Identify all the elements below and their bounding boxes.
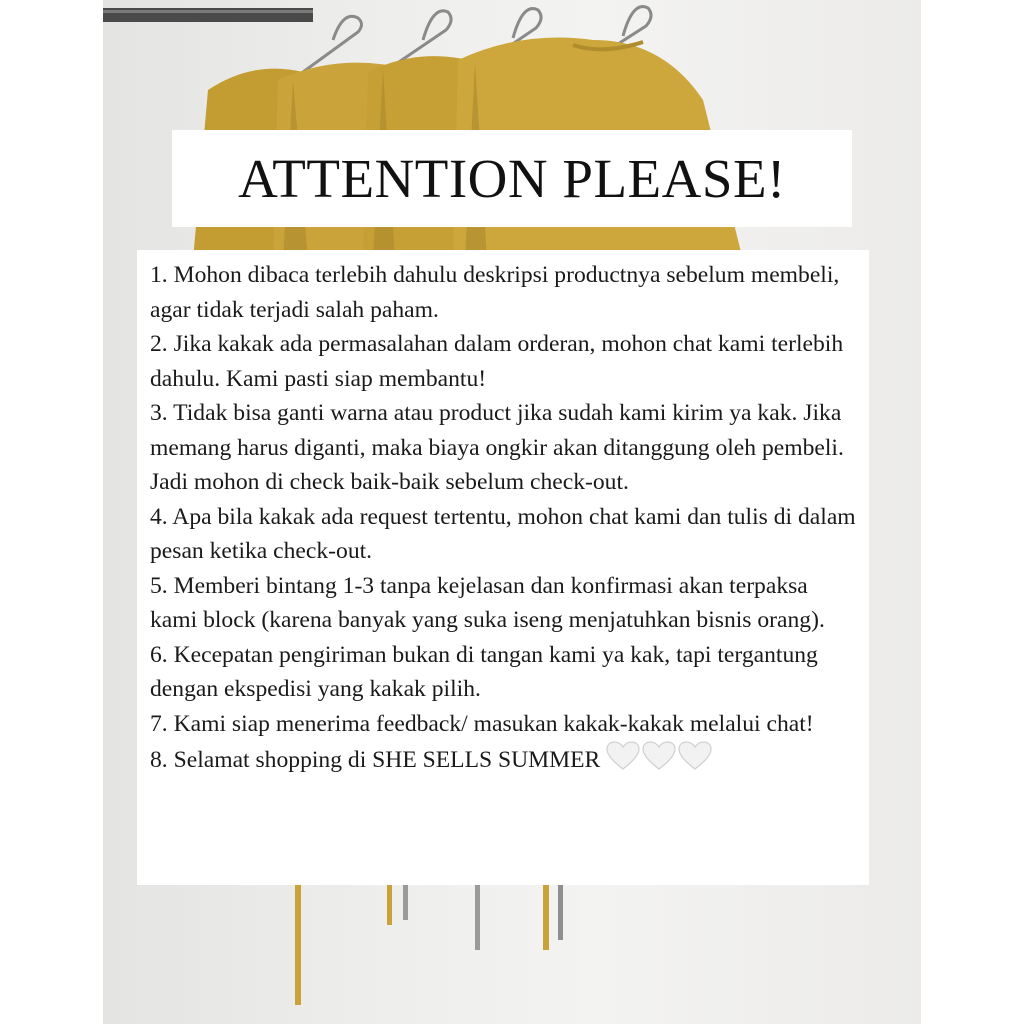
title-banner [172, 130, 852, 227]
white-heart-icon [642, 741, 676, 771]
rule-item-1: 1. Mohon dibaca terlebih dahulu deskripsi productnya sebelum membeli, agar tidak terjadi salah paham. [150, 262, 840, 323]
tie-strap-2 [387, 885, 392, 925]
hearts-emoji-group [606, 741, 712, 771]
white-heart-icon [606, 741, 640, 771]
rule-item-3: 3. Tidak bisa ganti warna atau product jika sudah kami kirim ya kak. Jika memang harus diganti, maka biaya ongkir akan ditanggung oleh pembeli. Jadi mohon di check baik-baik sebelum check-out. [150, 400, 844, 495]
page-title: ATTENTION PLEASE! [238, 148, 786, 209]
rule-item-6: 6. Kecepatan pengiriman bukan di tangan kami ya kak, tapi tergantung dengan ekspedisi yang kakak pilih. [150, 641, 818, 702]
rules-panel [137, 250, 869, 885]
rule-item-8 [150, 741, 859, 778]
white-heart-icon [678, 741, 712, 771]
tie-strap-1 [295, 885, 301, 1005]
tie-strap-3 [403, 885, 408, 920]
rule-item-5: 5. Memberi bintang 1-3 tanpa kejelasan dan konfirmasi akan terpaksa kami block (karena banyak yang suka iseng menjatuhkan bisnis orang). [150, 572, 825, 633]
clothes-rail-highlight [103, 10, 313, 13]
rule-item-2: 2. Jika kakak ada permasalahan dalam orderan, mohon chat kami terlebih dahulu. Kami pasti siap membantu! [150, 331, 844, 392]
tie-strap-5 [543, 885, 549, 950]
rule-item-8-text: 8. Selamat shopping di SHE SELLS SUMMER [150, 747, 601, 773]
tie-strap-6 [558, 885, 563, 940]
tie-strap-4 [475, 885, 480, 950]
rule-item-4: 4. Apa bila kakak ada request tertentu, mohon chat kami dan tulis di dalam pesan ketika check-out. [150, 503, 856, 564]
rule-item-7: 7. Kami siap menerima feedback/ masukan kakak-kakak melalui chat! [150, 710, 814, 737]
